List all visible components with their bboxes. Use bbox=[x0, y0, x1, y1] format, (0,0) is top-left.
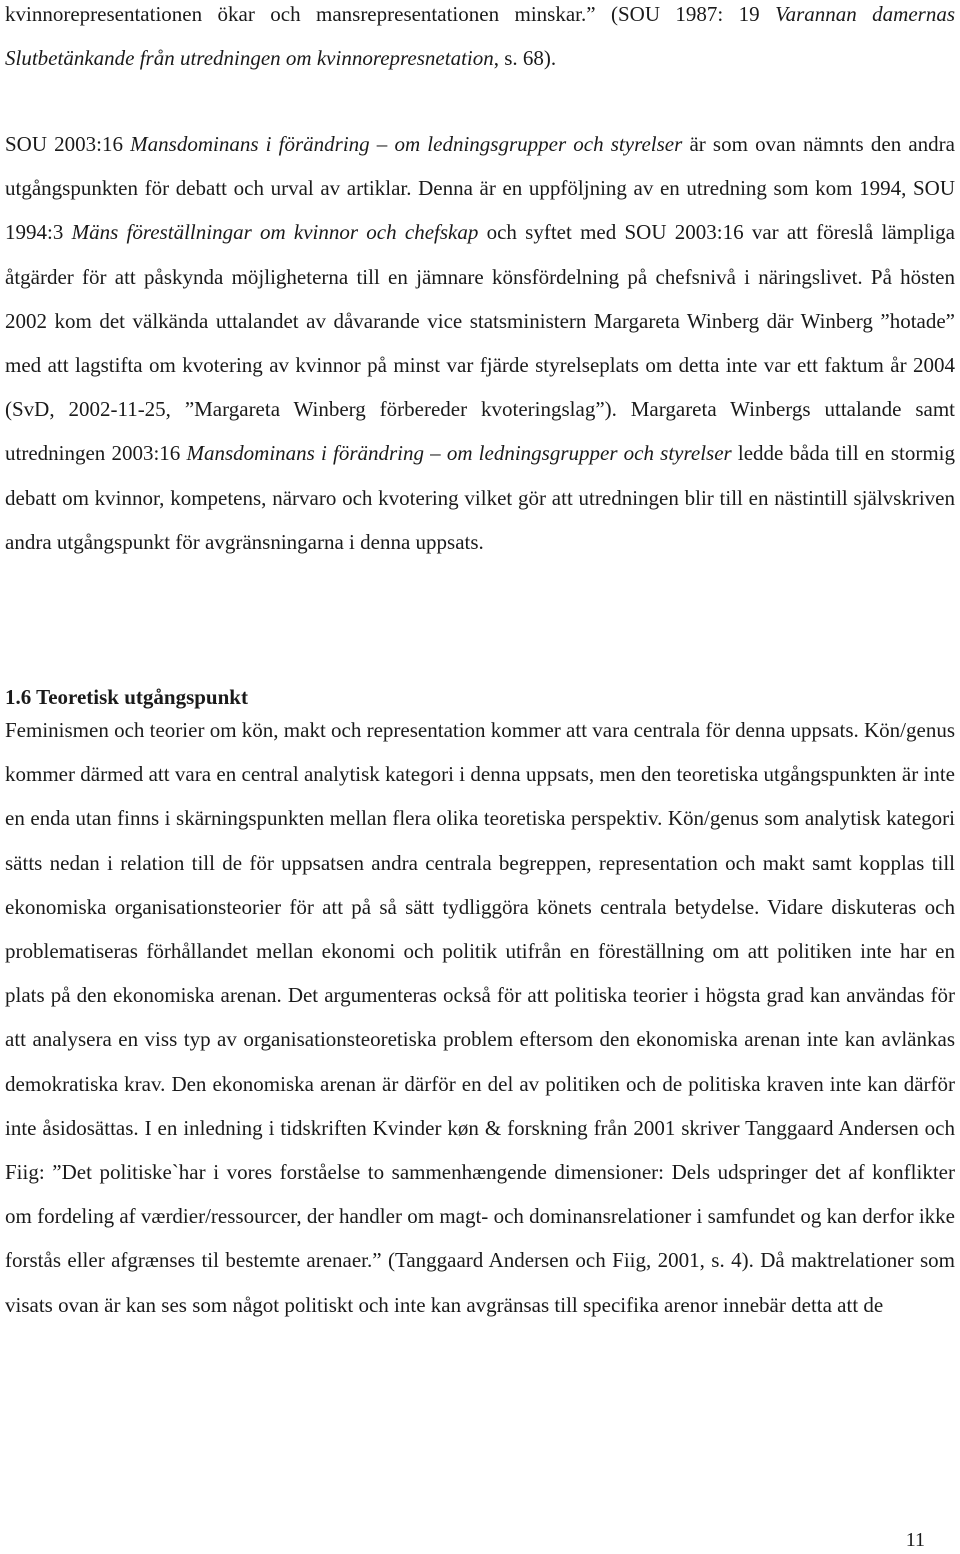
p2-italic-title-3: Mansdominans i förändring – om ledningsgrupper och styrelser bbox=[186, 441, 732, 466]
p2-text-2: är som ovan nämnts den andra utgångspunkten för debatt och urval av artiklar. Denna är en uppföljning av en utredning som kom 1994, SOU 1994:3 bbox=[5, 132, 955, 245]
p2-italic-title-1: Mansdominans i förändring – om ledningsgrupper och styrelser bbox=[130, 132, 683, 156]
paragraph-sou-1987 bbox=[5, 0, 955, 80]
p2-text-4: ledde båda till en stormig debatt om kvinnor, kompetens, närvaro och kvotering vilket gör att utredningen blir till en nästintill självskriven andra utgångspunkt för avgränsningarna i denna uppsats. bbox=[5, 441, 956, 554]
section-heading: 1.6 Teoretisk utgångspunkt bbox=[5, 685, 248, 709]
p2-text-3: och syftet med SOU 2003:16 var att föreslå lämpliga åtgärder för att påskynda möjligheterna till en jämnare könsfördelning på chefsnivå i näringslivet. På hösten 2002 kom det välkända uttalandet av dåvarande vice statsministern Margareta Winberg där Winberg ”hotade” med att lagstifta om kvotering av kvinnor på minst var fjärde styrelseplats om detta inte var ett faktum år 2004 (SvD, 2002-11-25, ”Margareta Winberg förbereder kvoteringslag”). Margareta Winbergs uttalande samt utredningen 2003:16 bbox=[5, 220, 955, 466]
p1-italic-title: Varannan damernas Slutbetänkande från utredningen om kvinnorepresnetation bbox=[5, 2, 955, 71]
p1-text-1: kvinnorepresentationen ökar och mansrepresentationen minskar.” (SOU 1987: 19 bbox=[5, 2, 776, 26]
paragraph-theory: Feminismen och teorier om kön, makt och representation kommer att vara centrala för denna uppsats. Kön/genus kommer därmed att vara en central analytisk kategori i denna uppsats, men den teoretiska utgångspunkten är inte en enda utan finns i skärningspunkten mellan flera olika teoretiska perspektiv. Kön/genus som analytisk kategori sätts nedan i relation till de för uppsatsen andra centrala begreppen, representation och makt samt kopplas till ekonomiska organisationsteorier för att på så sätt tydliggöra könets centrala betydelse. Vidare diskuteras och problematiseras förhållandet mellan ekonomi och politik utifrån en föreställning om att politiken inte har en plats på den ekonomiska arenan. Det argumenteras också för att politiska teorier i högsta grad kan användas för att analysera en viss typ av organisationsteoretiska problem eftersom den ekonomiska arenan inte kan avlänkas demokratiska krav. Den ekonomiska arenan är därför en del av politiken och de politiska kraven inte kan därför inte åsidosättas. I en inledning i tidskriften Kvinder køn & forskning från 2001 skriver Tanggaard Andersen och Fiig: ”Det politiske`har i vores forståelse to sammenhængende dimensioner: Dels udspringer det af konflikter om fordeling af værdier/ressourcer, der handler om magt- och dominansrelationer i samfundet og kan derfor ikke forstås eller afgrænses til bestemte arenaer.” (Tanggaard Andersen och Fiig, 2001, s. 4). Då maktrelationer som visats ovan är kan ses som något politiskt och inte kan avgränsas till specifika arenor innebär detta att de bbox=[5, 718, 955, 1317]
page-number: 11 bbox=[905, 1529, 925, 1551]
p2-text-1: SOU 2003:16 bbox=[5, 132, 131, 156]
paragraph-sou-2003 bbox=[5, 122, 955, 564]
p1-text-2: , s. 68). bbox=[493, 46, 557, 71]
p2-italic-title-2: Mäns föreställningar om kvinnor och chefskap bbox=[71, 220, 479, 245]
